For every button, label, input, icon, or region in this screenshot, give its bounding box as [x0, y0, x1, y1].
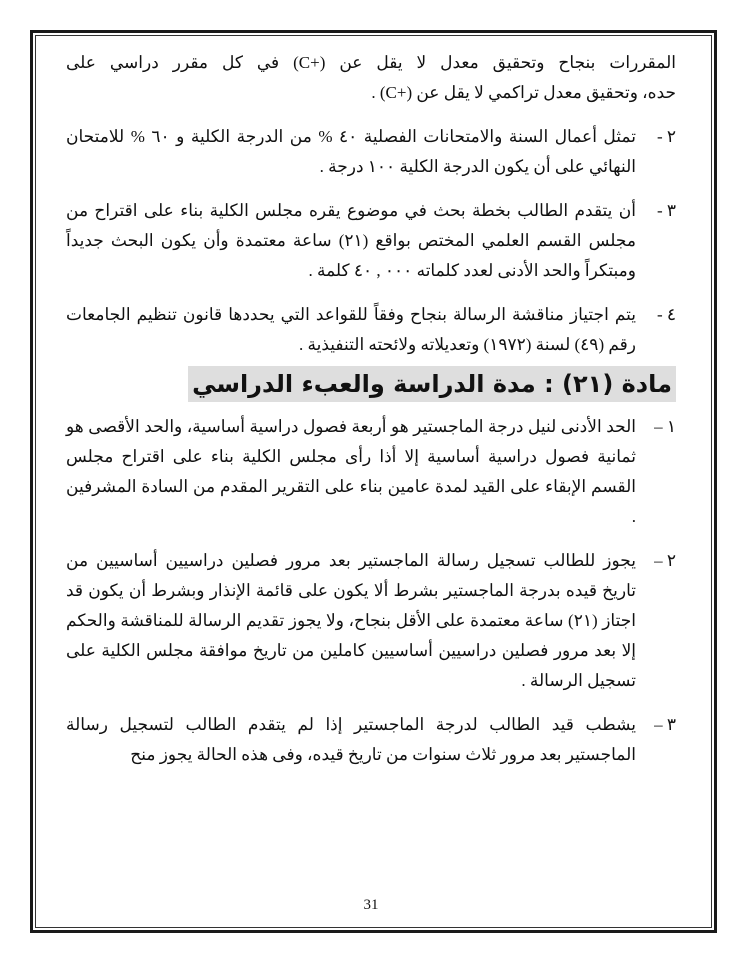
item-number: ٣ –	[654, 715, 676, 734]
item-text: تمثل أعمال السنة والامتحانات الفصلية ٤٠ % من الدرجة الكلية و ٦٠ % للامتحان النهائي على أن يكون الدرجة الكلية ١٠٠ درجة .	[66, 127, 636, 176]
list-item	[66, 122, 676, 182]
item-number: ٤ -	[656, 305, 676, 324]
section-heading-text: مادة (٢١) : مدة الدراسة والعبء الدراسي	[188, 366, 676, 402]
item-number: ١ –	[654, 417, 676, 436]
item-text: يشطب قيد الطالب لدرجة الماجستير إذا لم يتقدم الطالب لتسجيل رسالة الماجستير بعد مرور ثلاث سنوات من تاريخ قيده، وفى هذه الحالة يجوز منح	[66, 715, 636, 764]
list-item	[66, 412, 676, 532]
page-number: 31	[363, 897, 379, 913]
intro-paragraph	[66, 48, 676, 108]
intro-line: حده، وتحقيق معدل تراكمي لا يقل عن (+C) .	[371, 83, 676, 102]
item-text: يتم اجتياز مناقشة الرسالة بنجاح وفقاً للقواعد التي يحددها قانون تنظيم الجامعات رقم (٤٩) لسنة (١٩٧٢) وتعديلاته ولائحته التنفيذية .	[66, 305, 636, 354]
list-item	[66, 546, 676, 696]
list-item	[66, 300, 676, 360]
section-heading	[66, 366, 676, 402]
list-item	[66, 196, 676, 286]
item-text: الحد الأدنى لنيل درجة الماجستير هو أربعة فصول دراسية أساسية، والحد الأقصى هو ثمانية فصول دراسية أساسية إلا أذا رأى مجلس الكلية بناء على اقتراح مجلس القسم الإبقاء على القيد لمدة عامين بناء على التقرير المقدم من السادة المشرفين .	[66, 417, 636, 526]
item-number: ٢ –	[654, 551, 676, 570]
item-number: ٢ -	[656, 127, 676, 146]
intro-line: المقررات بنجاح وتحقيق معدل لا يقل عن (+C) في كل مقرر دراسي على	[66, 53, 677, 72]
item-number: ٣ -	[656, 201, 676, 220]
list-item	[66, 710, 676, 770]
item-text: أن يتقدم الطالب بخطة بحث في موضوع يقره مجلس الكلية بناء على اقتراح من مجلس القسم العلمي المختص بواقع (٢١) ساعة معتمدة وأن يكون البحث جديداً ومبتكراً والحد الأدنى لعدد كلماته ٠٠٠ , ٤٠ كلمة .	[66, 201, 636, 280]
item-text: يجوز للطالب تسجيل رسالة الماجستير بعد مرور فصلين دراسيين أساسيين من تاريخ قيده بدرجة الماجستير بشرط ألا يكون على قائمة الإنذار وبشرط أن يكون قد اجتاز (٢١) ساعة معتمدة على الأقل بنجاح، ولا يجوز تقديم الرسالة للمناقشة والحكم إلا بعد مرور فصلين دراسيين أساسيين كاملين من تاريخ موافقة مجلس الكلية على تسجيل الرسالة .	[66, 551, 636, 690]
document-body	[66, 48, 676, 770]
